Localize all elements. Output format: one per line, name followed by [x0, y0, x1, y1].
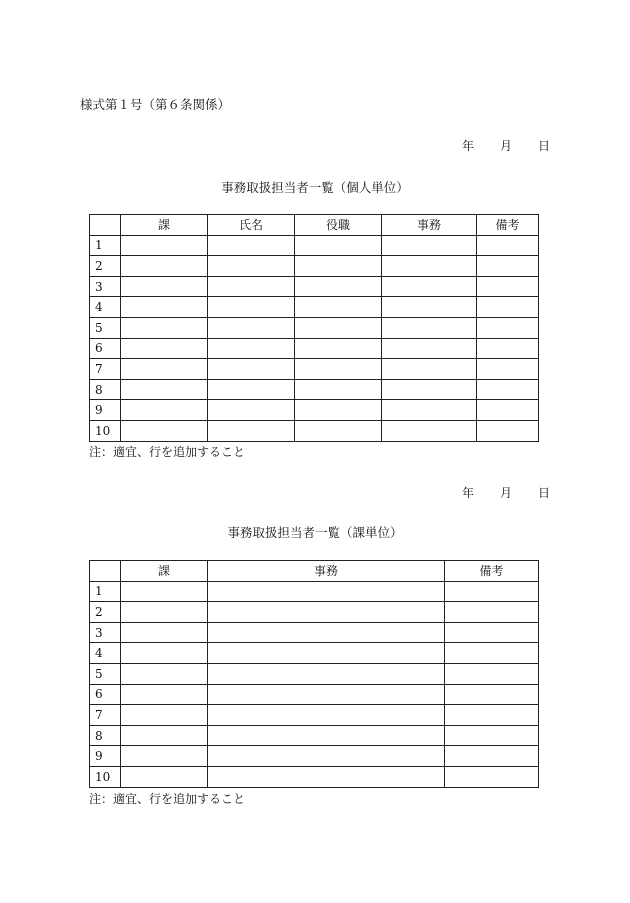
- header-number: [90, 561, 121, 582]
- table-cell[interactable]: [121, 643, 208, 664]
- table-cell[interactable]: [208, 705, 445, 726]
- table-cell[interactable]: [121, 338, 208, 359]
- table-row: [90, 420, 539, 441]
- table-cell[interactable]: [121, 581, 208, 602]
- date-year: 年: [461, 486, 474, 500]
- table-cell[interactable]: [445, 766, 539, 787]
- table-cell[interactable]: [208, 297, 295, 318]
- form-label: 様式第１号（第６条関係）: [80, 97, 231, 112]
- table-row: [90, 400, 539, 421]
- table-cell[interactable]: [121, 420, 208, 441]
- table-cell[interactable]: [382, 317, 477, 338]
- table-row: [90, 338, 539, 359]
- table-row: [90, 766, 539, 787]
- table-cell[interactable]: [295, 317, 382, 338]
- table-cell[interactable]: [445, 746, 539, 767]
- table-row: [90, 643, 539, 664]
- table-cell[interactable]: [208, 684, 445, 705]
- table-cell[interactable]: [382, 276, 477, 297]
- table-row: [90, 359, 539, 380]
- table-cell[interactable]: [477, 276, 539, 297]
- table-cell[interactable]: [295, 420, 382, 441]
- table-cell[interactable]: [208, 602, 445, 623]
- date-year: 年: [461, 139, 474, 153]
- table-cell[interactable]: [477, 235, 539, 256]
- table-cell[interactable]: [208, 235, 295, 256]
- table-cell[interactable]: [208, 276, 295, 297]
- table-cell[interactable]: [295, 359, 382, 380]
- table-cell[interactable]: [445, 643, 539, 664]
- table-cell[interactable]: [295, 297, 382, 318]
- table-row: [90, 317, 539, 338]
- row-number: 6: [90, 338, 121, 359]
- table-row: [90, 297, 539, 318]
- table-cell[interactable]: [382, 379, 477, 400]
- table-row: [90, 581, 539, 602]
- table-cell[interactable]: [121, 602, 208, 623]
- table-cell[interactable]: [121, 766, 208, 787]
- table-row: [90, 256, 539, 277]
- table-cell[interactable]: [121, 359, 208, 380]
- header-duties: 事務: [208, 561, 445, 582]
- table-cell[interactable]: [121, 663, 208, 684]
- row-number: 2: [90, 256, 121, 277]
- header-section: 課: [121, 561, 208, 582]
- table-cell[interactable]: [208, 643, 445, 664]
- row-number: 7: [90, 359, 121, 380]
- table-row: [90, 746, 539, 767]
- header-remarks: 備考: [477, 215, 539, 236]
- table-row: [90, 663, 539, 684]
- table-header-row: [90, 561, 539, 582]
- table-header-row: [90, 215, 539, 236]
- date-month: 月: [499, 486, 512, 500]
- table-cell[interactable]: [208, 766, 445, 787]
- row-number: 4: [90, 297, 121, 318]
- row-number: 2: [90, 602, 121, 623]
- individual-table-title: 事務取扱担当者一覧（個人単位）: [221, 180, 409, 195]
- table-cell[interactable]: [477, 338, 539, 359]
- section-note: 注：適宜、行を追加すること: [89, 792, 246, 806]
- table-cell[interactable]: [121, 725, 208, 746]
- table-cell[interactable]: [121, 317, 208, 338]
- table-row: [90, 725, 539, 746]
- date-line: [462, 137, 550, 154]
- table-row: [90, 379, 539, 400]
- table-cell[interactable]: [382, 297, 477, 318]
- table-cell[interactable]: [121, 297, 208, 318]
- row-number: 4: [90, 643, 121, 664]
- header-name: 氏名: [208, 215, 295, 236]
- table-cell[interactable]: [208, 420, 295, 441]
- table-cell[interactable]: [477, 256, 539, 277]
- table-cell[interactable]: [477, 420, 539, 441]
- section-table-title: 事務取扱担当者一覧（課単位）: [227, 525, 403, 540]
- table-row: [90, 705, 539, 726]
- table-cell[interactable]: [445, 725, 539, 746]
- row-number: 9: [90, 400, 121, 421]
- individual-table: [89, 214, 539, 442]
- header-number: [90, 215, 121, 236]
- table-cell[interactable]: [121, 746, 208, 767]
- table-row: [90, 235, 539, 256]
- table-cell[interactable]: [208, 338, 295, 359]
- table-cell[interactable]: [208, 256, 295, 277]
- table-cell[interactable]: [295, 276, 382, 297]
- table-cell[interactable]: [121, 400, 208, 421]
- row-number: 5: [90, 317, 121, 338]
- table-cell[interactable]: [382, 256, 477, 277]
- table-cell[interactable]: [208, 379, 295, 400]
- row-number: 3: [90, 276, 121, 297]
- header-position: 役職: [295, 215, 382, 236]
- table-cell[interactable]: [208, 317, 295, 338]
- individual-note: 注：適宜、行を追加すること: [89, 445, 246, 459]
- table-cell[interactable]: [121, 684, 208, 705]
- header-duties: 事務: [382, 215, 477, 236]
- table-cell[interactable]: [477, 317, 539, 338]
- table-cell[interactable]: [208, 359, 295, 380]
- table-cell[interactable]: [445, 663, 539, 684]
- table-cell[interactable]: [295, 235, 382, 256]
- row-number: 3: [90, 622, 121, 643]
- row-number: 10: [90, 420, 121, 441]
- table-cell[interactable]: [445, 705, 539, 726]
- date-day: 日: [537, 486, 550, 500]
- row-number: 6: [90, 684, 121, 705]
- table-cell[interactable]: [208, 725, 445, 746]
- header-section: 課: [121, 215, 208, 236]
- row-number: 9: [90, 746, 121, 767]
- date-month: 月: [499, 139, 512, 153]
- table-cell[interactable]: [295, 379, 382, 400]
- table-row: [90, 602, 539, 623]
- date-day: 日: [537, 139, 550, 153]
- section-table: [89, 560, 539, 788]
- table-cell[interactable]: [121, 379, 208, 400]
- row-number: 8: [90, 379, 121, 400]
- table-cell[interactable]: [382, 359, 477, 380]
- table-cell[interactable]: [477, 379, 539, 400]
- table-cell[interactable]: [208, 746, 445, 767]
- table-cell[interactable]: [121, 256, 208, 277]
- row-number: 8: [90, 725, 121, 746]
- table-cell[interactable]: [445, 602, 539, 623]
- table-cell[interactable]: [208, 622, 445, 643]
- table-cell[interactable]: [208, 400, 295, 421]
- table-cell[interactable]: [477, 400, 539, 421]
- table-row: [90, 622, 539, 643]
- table-cell[interactable]: [295, 400, 382, 421]
- row-number: 1: [90, 235, 121, 256]
- row-number: 1: [90, 581, 121, 602]
- table-cell[interactable]: [382, 235, 477, 256]
- table-cell[interactable]: [382, 338, 477, 359]
- table-cell[interactable]: [121, 235, 208, 256]
- table-cell[interactable]: [382, 400, 477, 421]
- table-cell[interactable]: [445, 684, 539, 705]
- table-cell[interactable]: [382, 420, 477, 441]
- table-cell[interactable]: [121, 622, 208, 643]
- date-line: [462, 484, 550, 501]
- table-cell[interactable]: [295, 338, 382, 359]
- table-cell[interactable]: [445, 581, 539, 602]
- row-number: 7: [90, 705, 121, 726]
- row-number: 10: [90, 766, 121, 787]
- table-row: [90, 684, 539, 705]
- table-cell[interactable]: [477, 297, 539, 318]
- table-cell[interactable]: [208, 663, 445, 684]
- table-cell[interactable]: [121, 276, 208, 297]
- row-number: 5: [90, 663, 121, 684]
- table-cell[interactable]: [295, 256, 382, 277]
- header-remarks: 備考: [445, 561, 539, 582]
- table-cell[interactable]: [121, 705, 208, 726]
- table-cell[interactable]: [208, 581, 445, 602]
- table-cell[interactable]: [445, 622, 539, 643]
- table-row: [90, 276, 539, 297]
- table-cell[interactable]: [477, 359, 539, 380]
